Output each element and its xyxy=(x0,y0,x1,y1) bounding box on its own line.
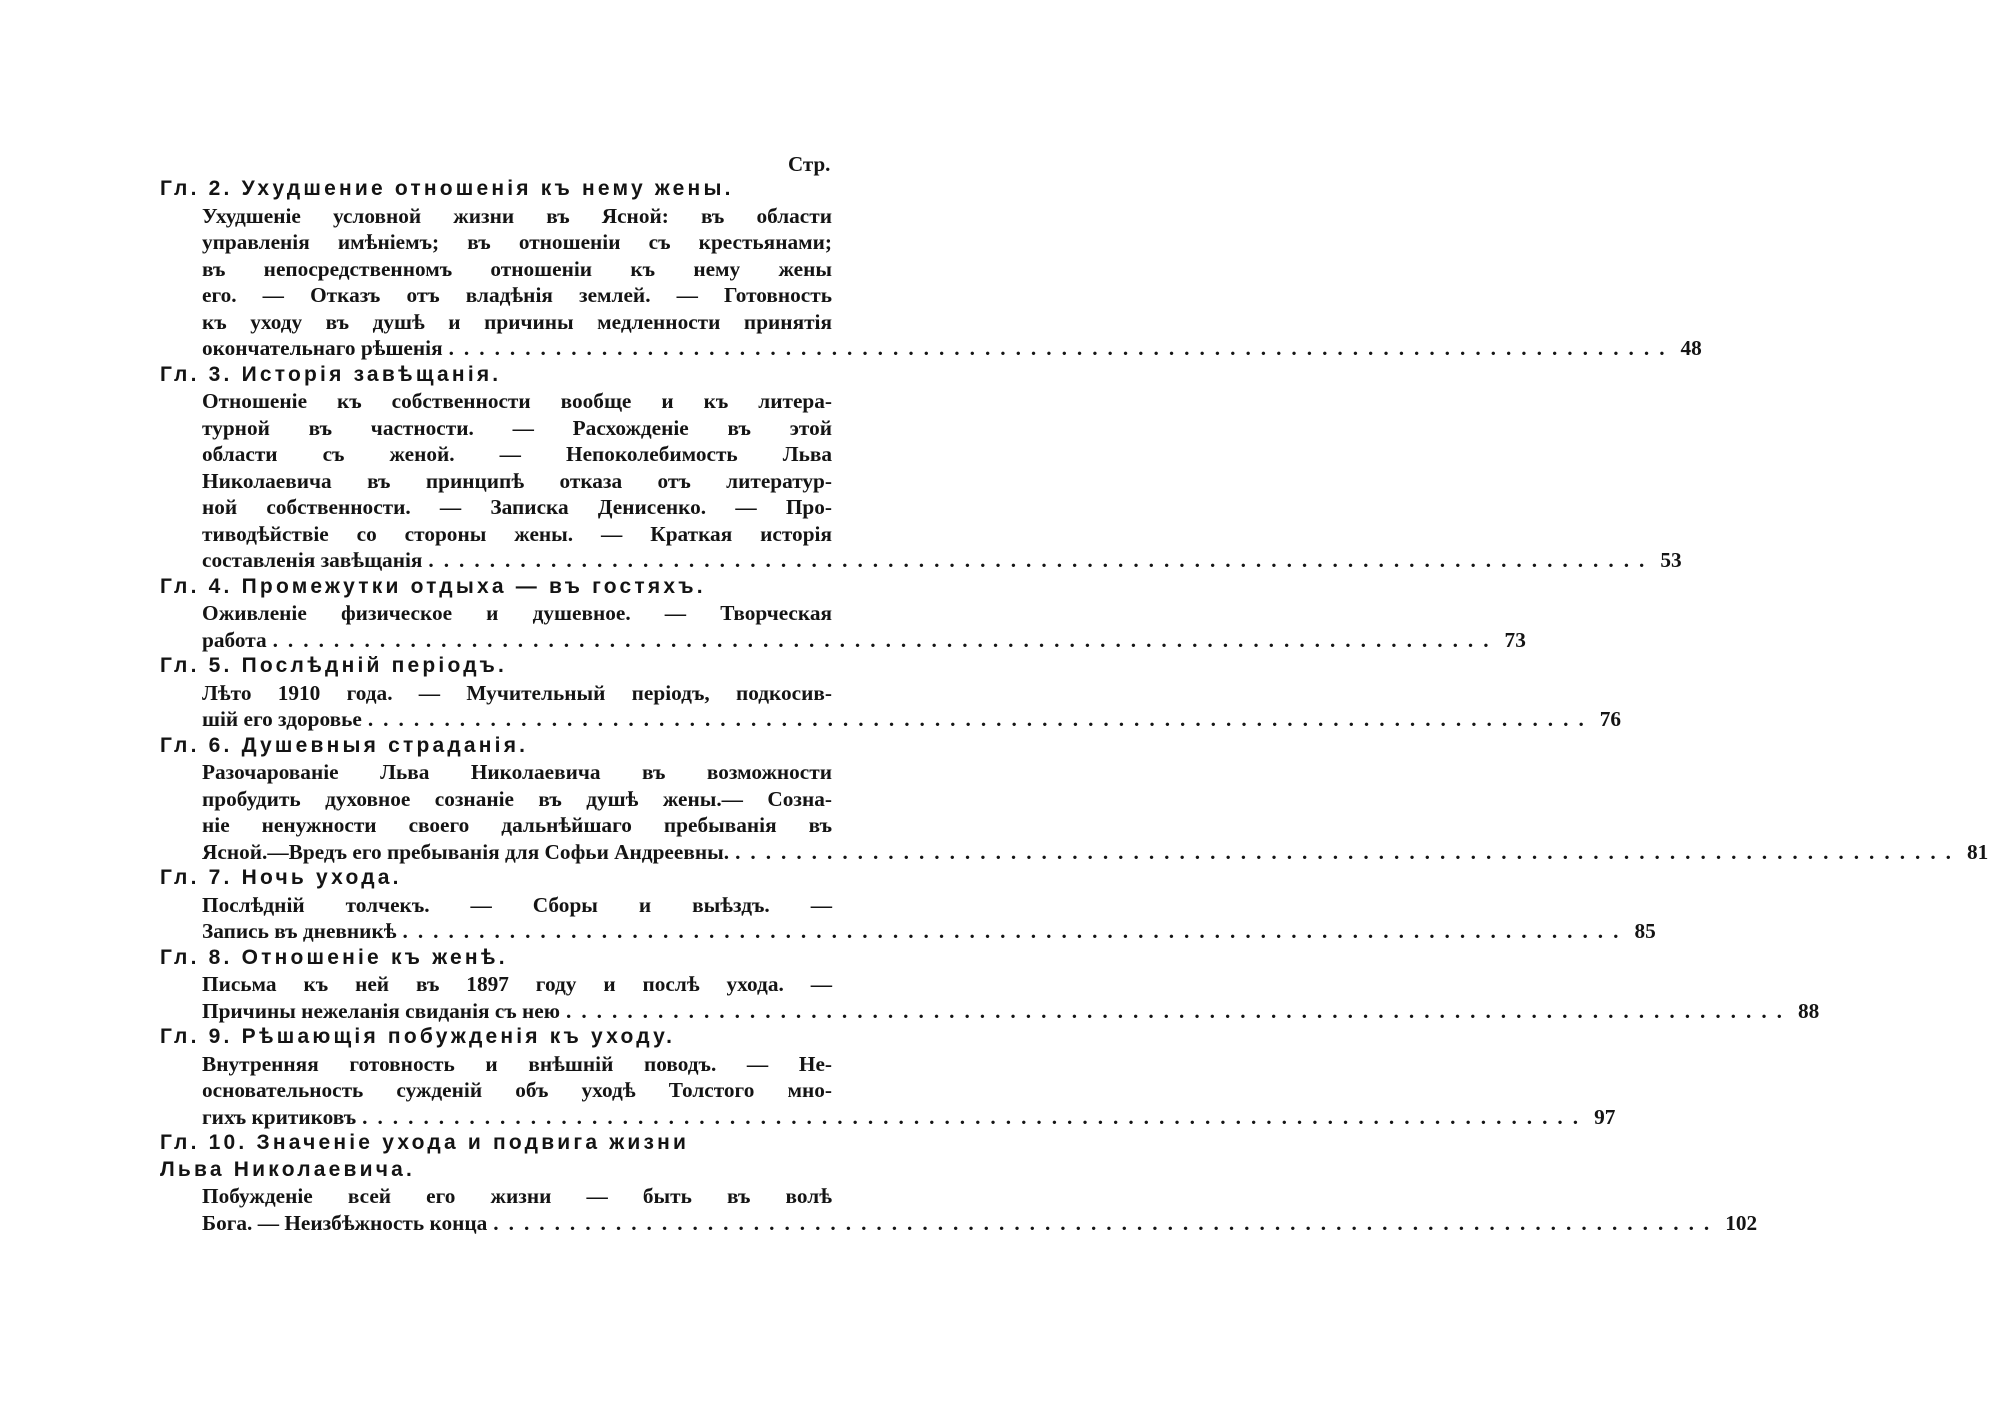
chapter-summary-end: шій его здоровье xyxy=(202,707,362,731)
chapter-summary-line: къ уходу въ душѣ и причины медленности принятія xyxy=(202,309,832,334)
page-number: 85 xyxy=(1634,919,1656,943)
chapter-summary-line: области съ женой. — Непоколебимость Льва xyxy=(202,442,832,466)
page-number: 88 xyxy=(1797,998,1820,1023)
chapter-last-line xyxy=(202,1210,1758,1237)
chapter-summary-line: основательность сужденій объ уходѣ Толстого мно- xyxy=(202,1078,832,1102)
chapter-last-line xyxy=(202,335,1702,362)
chapter-last-line xyxy=(202,706,1622,733)
chapter-last-line xyxy=(202,1104,1616,1131)
toc-chapter-7 xyxy=(160,865,1656,945)
chapter-title: Гл. 10. Значеніе ухода и подвига жизни xyxy=(160,1131,690,1154)
dot-leader: ................................................................................ xyxy=(362,1104,1589,1129)
page-number: 48 xyxy=(1680,336,1702,360)
chapter-summary-line: Николаевича въ принципѣ отказа отъ литератур- xyxy=(202,468,832,493)
chapter-last-line xyxy=(202,839,1989,866)
toc-chapter-3 xyxy=(160,362,1682,574)
chapter-summary-line: Послѣдній толчекъ. — Сборы и выѣздъ. — xyxy=(202,892,832,917)
chapter-title: Гл. 3. Исторія завѣщанія. xyxy=(160,362,502,386)
chapter-title: Гл. 5. Послѣдній періодъ. xyxy=(160,654,508,677)
chapter-summary-end: Причины нежеланія свиданія съ нею xyxy=(202,998,561,1023)
chapter-summary-line: Лѣто 1910 года. — Мучительный періодъ, подкосив- xyxy=(202,680,832,705)
chapter-summary-line: управленія имѣніемъ; въ отношеніи съ крестьянами; xyxy=(202,230,832,254)
chapter-summary-line: Внутренняя готовность и внѣшній поводъ. — Не- xyxy=(202,1051,832,1076)
toc-chapter-8 xyxy=(160,945,1820,1025)
dot-leader: ................................................................................ xyxy=(272,627,1499,652)
chapter-title: Гл. 8. Отношеніе къ женѣ. xyxy=(160,945,508,969)
chapter-summary-line: Разочарованіе Льва Николаевича въ возможности xyxy=(202,760,832,784)
chapter-summary-line: турной въ частности. — Расхожденіе въ этой xyxy=(202,415,832,440)
dot-leader: ................................................................................ xyxy=(566,998,1792,1023)
page-number: 102 xyxy=(1725,1210,1758,1235)
page-column-label: Стр. xyxy=(788,152,831,176)
toc-chapter-4 xyxy=(160,574,1526,654)
page-number: 81 xyxy=(1967,839,1989,864)
chapter-last-line xyxy=(202,627,1526,654)
page-number: 73 xyxy=(1504,627,1526,652)
toc-chapter-9 xyxy=(160,1024,1616,1130)
chapter-summary-line: Побужденіе всей его жизни — быть въ волѣ xyxy=(202,1184,832,1208)
chapter-summary-end: работа xyxy=(202,627,267,652)
chapter-title: Гл. 4. Промежутки отдыха — въ гостяхъ. xyxy=(160,574,706,598)
chapter-summary-line: Письма къ ней въ 1897 году и послѣ ухода. — xyxy=(202,972,832,996)
chapter-summary-end: составленія завѣщанія xyxy=(202,548,423,572)
chapter-summary-end: окончательнаго рѣшенія xyxy=(202,336,443,360)
page-number: 97 xyxy=(1594,1104,1616,1129)
page-number: 76 xyxy=(1599,707,1622,731)
chapter-summary-end: Ясной.—Вредъ его пребыванія для Софьи Андреевны. xyxy=(202,839,730,864)
chapter-summary-line: Оживленіе физическое и душевное. — Творческая xyxy=(202,601,832,625)
toc-chapter-10 xyxy=(160,1130,1758,1236)
chapter-summary-line: тиводѣйствіе со стороны жены. — Краткая исторія xyxy=(202,521,832,546)
chapter-title: Гл. 9. Рѣшающія побужденія къ уходу. xyxy=(160,1025,676,1048)
dot-leader: ................................................................................ xyxy=(448,336,1675,360)
chapter-summary-line: Отношеніе къ собственности вообще и къ литера- xyxy=(202,389,832,413)
chapter-summary-line: его. — Отказъ отъ владѣнія землей. — Готовность xyxy=(202,283,832,307)
chapter-title-continued: Льва Николаевича. xyxy=(160,1157,416,1181)
chapter-last-line xyxy=(202,547,1682,574)
toc-chapter-5 xyxy=(160,653,1622,733)
dot-leader: ................................................................................ xyxy=(402,919,1629,943)
table-of-contents xyxy=(160,176,1989,1236)
toc-chapter-6 xyxy=(160,733,1989,866)
dot-leader: ................................................................................ xyxy=(493,1210,1720,1235)
chapter-summary-end: Запись въ дневникѣ xyxy=(202,919,397,943)
chapter-summary-end: Бога. — Неизбѣжность конца xyxy=(202,1210,488,1235)
page-number: 53 xyxy=(1660,548,1682,572)
chapter-summary-line: ніе ненужности своего дальнѣйшаго пребыванія въ xyxy=(202,813,832,837)
dot-leader: ................................................................................ xyxy=(367,707,1594,731)
chapter-title: Гл. 2. Ухудшение отношенія къ нему жены. xyxy=(160,177,734,200)
chapter-summary-line: ной собственности. — Записка Денисенко. — Про- xyxy=(202,495,832,519)
chapter-summary-end: гихъ критиковъ xyxy=(202,1104,357,1129)
toc-chapter-2 xyxy=(160,176,1702,362)
chapter-summary-line: Ухудшеніе условной жизни въ Ясной: въ области xyxy=(202,203,832,228)
dot-leader: ................................................................................ xyxy=(735,839,1961,864)
dot-leader: ................................................................................ xyxy=(428,548,1655,572)
chapter-last-line xyxy=(202,998,1820,1025)
chapter-summary-line: въ непосредственномъ отношеніи къ нему жены xyxy=(202,256,832,281)
chapter-title: Гл. 7. Ночь ухода. xyxy=(160,866,402,889)
chapter-summary-line: пробудить духовное сознаніе въ душѣ жены.— Созна- xyxy=(202,786,832,811)
chapter-last-line xyxy=(202,918,1656,945)
chapter-title: Гл. 6. Душевныя страданія. xyxy=(160,733,529,757)
